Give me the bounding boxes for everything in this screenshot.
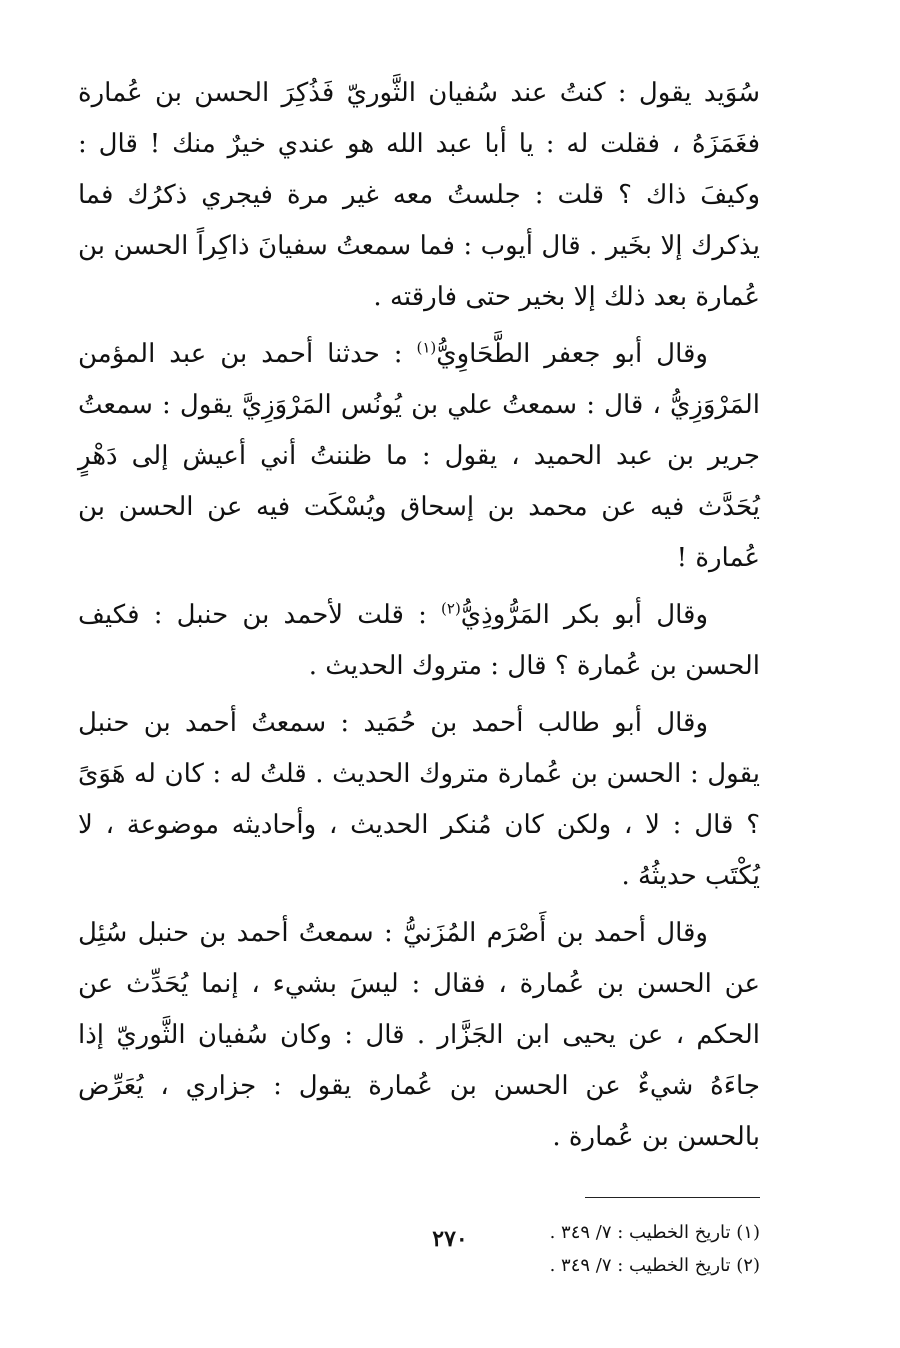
paragraph-3-lead: وقال أبو بكر المَرُّوذِيُّ [460,600,708,630]
page-body [78,68,760,1276]
footnote-1: (١) تاريخ الخطيب : ٧/ ٣٤٩ . [549,1222,760,1243]
page-number: ٢٧٠ [432,1226,468,1252]
footnote-separator [585,1197,760,1198]
paragraph-3 [78,590,760,692]
paragraph-2-lead: وقال أبو جعفر الطَّحَاوِيُّ [436,339,708,369]
paragraph-2-rest: : حدثنا أحمد بن عبد المؤمن المَرْوَزِيُّ ، قال : سمعتُ علي بن يُونُس المَرْوَزِيَّ يقول : سمعتُ جرير بن عبد الحميد ، يقول : ما ظننتُ أني أعيش إلى دَهْرٍ يُحَدَّث فيه عن محمد بن إسحاق ويُسْكَت فيه عن الحسن بن عُمارة ! [78,339,760,573]
paragraph-3-rest: : قلت لأحمد بن حنبل : فكيف الحسن بن عُمارة ؟ قال : متروك الحديث . [78,600,760,681]
paragraph-1: سُوَيد يقول : كنتُ عند سُفيان الثَّوريّ فَذُكِرَ الحسن بن عُمارة فغَمَزَهُ ، فقلت له : يا أبا عبد الله هو عندي خيرٌ منك ! قال : وكيفَ ذاك ؟ قلت : جلستُ معه غير مرة فيجري ذكرُك فما يذكرك إلا بخَير . قال أيوب : فما سمعتُ سفيانَ ذاكِراً الحسن بن عُمارة بعد ذلك إلا بخير حتى فارقته . [78,78,760,312]
footnote-2: (٢) تاريخ الخطيب : ٧/ ٣٤٩ . [549,1255,760,1276]
paragraph-2 [78,329,760,584]
footnote-ref-2: (٢) [441,599,461,618]
paragraph-4: وقال أبو طالب أحمد بن حُمَيد : سمعتُ أحمد بن حنبل يقول : الحسن بن عُمارة متروك الحديث . قلتُ له : كان له هَوَىً ؟ قال : لا ، ولكن كان مُنكر الحديث ، وأحاديثه موضوعة ، لا يُكْتَب حديثُهُ . [78,708,760,891]
paragraph-5: وقال أحمد بن أَصْرَم المُزَنيُّ : سمعتُ أحمد بن حنبل سُئِل عن الحسن بن عُمارة ، فقال : ليسَ بشيء ، إنما يُحَدِّث عن الحكم ، عن يحيى ابن الجَزَّار . قال : وكان سُفيان الثَّوريّ إذا جاءَهُ شيءٌ عن الحسن بن عُمارة يقول : جزاري ، يُعَرِّض بالحسن بن عُمارة . [78,918,760,1152]
footnote-ref-1: (١) [416,338,437,357]
